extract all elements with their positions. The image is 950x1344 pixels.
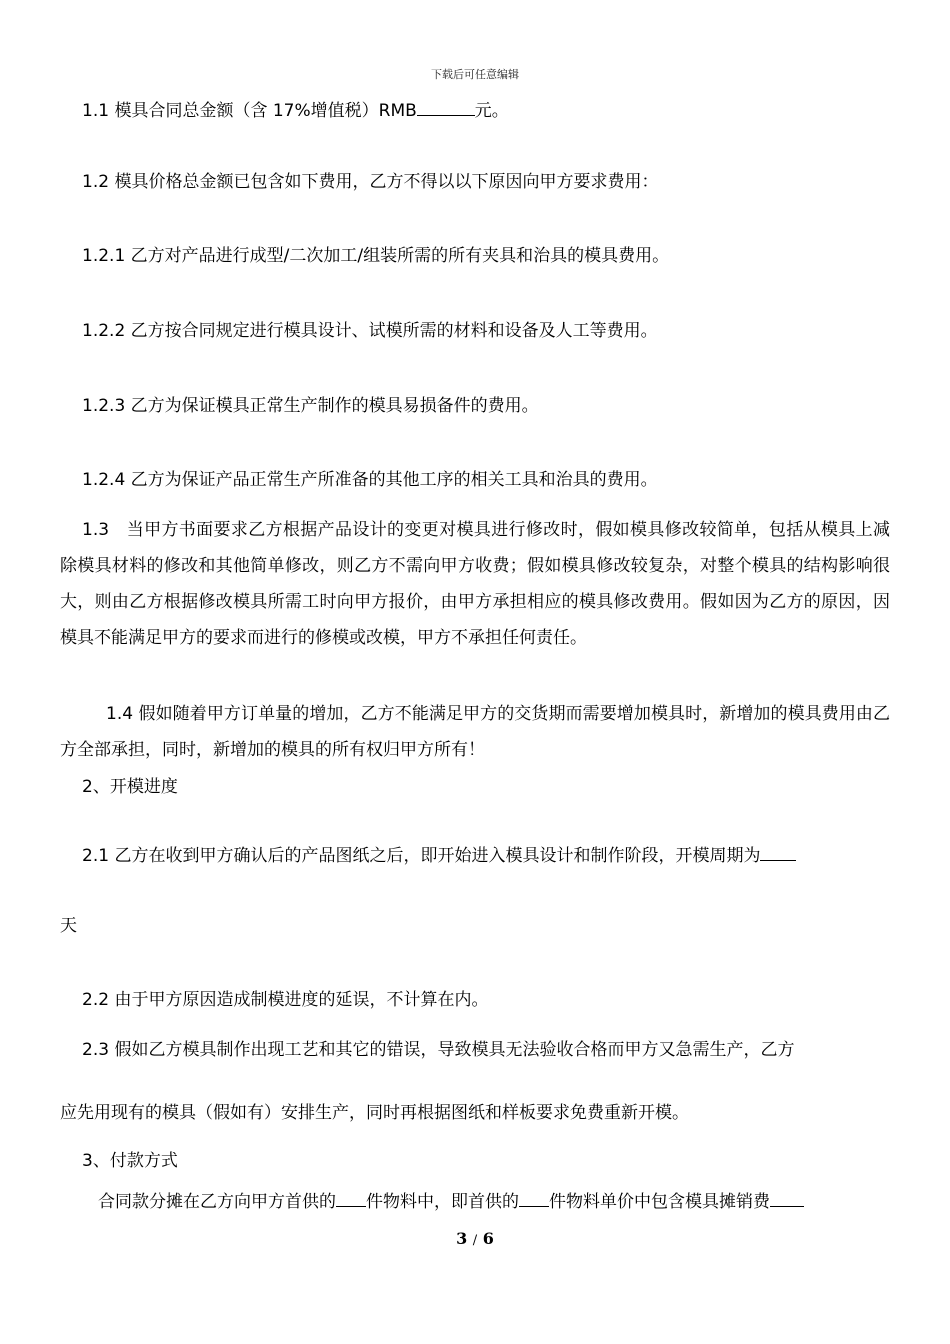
- clause-1-2-3: 1.2.3 乙方为保证模具正常生产制作的模具易损备件的费用。: [82, 396, 539, 416]
- clause-1-1: [82, 97, 912, 121]
- clause-1-3: 1.3 当甲方书面要求乙方根据产品设计的变更对模具进行修改时，假如模具修改较简单，包括从模具上减除模具材料的修改和其他简单修改，则乙方不需向甲方收费；假如模具修改较复杂，对整个模具的结构影响很大，则由乙方根据修改模具所需工时向甲方报价，由甲方承担相应的模具修改费用。假如因为乙方的原因，因模具不能满足甲方的要求而进行的修模或改模，甲方不承担任何责任。: [60, 520, 890, 648]
- page-header: 下载后可任意编辑: [431, 68, 519, 81]
- first-supply-blank: [336, 1188, 366, 1207]
- clause-2-3-line-1: 2.3 假如乙方模具制作出现工艺和其它的错误，导致模具无法验收合格而甲方又急需生产，乙方: [82, 1040, 795, 1060]
- clause-1-2-1: 1.2.1 乙方对产品进行成型/二次加工/组装所需的所有夹具和治具的模具费用。: [82, 246, 670, 266]
- clause-2-3-line-2: 应先用现有的模具（假如有）安排生产，同时再根据图纸和样板要求免费重新开模。: [60, 1103, 689, 1123]
- clause-2-1-continued: 天: [60, 916, 77, 936]
- page-current: 3: [456, 1229, 468, 1248]
- clause-2-2: 2.2 由于甲方原因造成制模进度的延误，不计算在内。: [82, 990, 489, 1010]
- clause-1-2-2: 1.2.2 乙方按合同规定进行模具设计、试模所需的材料和设备及人工等费用。: [82, 321, 658, 341]
- clause-3-part-c: 件物料单价中包含模具摊销费: [549, 1192, 770, 1212]
- amount-blank: [417, 97, 475, 116]
- section-2-heading: 2、开模进度: [82, 777, 178, 797]
- clause-1-2-4: 1.2.4 乙方为保证产品正常生产所准备的其他工序的相关工具和治具的费用。: [82, 470, 658, 490]
- clause-3-part-b: 件物料中，即首供的: [366, 1192, 519, 1212]
- page-number: [0, 1229, 950, 1248]
- amortization-blank: [770, 1188, 804, 1207]
- clause-3-part-a: 合同款分摊在乙方向甲方首供的: [98, 1192, 336, 1212]
- first-supply-blank-2: [519, 1188, 549, 1207]
- clause-1-1-text: 1.1 模具合同总金额（含 17%增值税）RMB: [82, 101, 417, 121]
- clause-1-4: 1.4 假如随着甲方订单量的增加，乙方不能满足甲方的交货期而需要增加模具时，新增加的模具费用由乙方全部承担，同时，新增加的模具的所有权归甲方所有！: [60, 704, 890, 760]
- clause-1-2: 1.2 模具价格总金额已包含如下费用，乙方不得以以下原因向甲方要求费用：: [82, 172, 659, 192]
- clause-2-1-text: 2.1 乙方在收到甲方确认后的产品图纸之后，即开始进入模具设计和制作阶段，开模周期为: [82, 846, 761, 866]
- clause-3-text: [98, 1188, 928, 1212]
- page-separator: /: [472, 1233, 478, 1248]
- section-3-heading: 3、付款方式: [82, 1151, 178, 1171]
- clause-2-1: [82, 842, 912, 866]
- page-total: 6: [482, 1229, 494, 1248]
- clause-1-1-unit: 元。: [474, 101, 509, 121]
- period-blank: [760, 842, 796, 861]
